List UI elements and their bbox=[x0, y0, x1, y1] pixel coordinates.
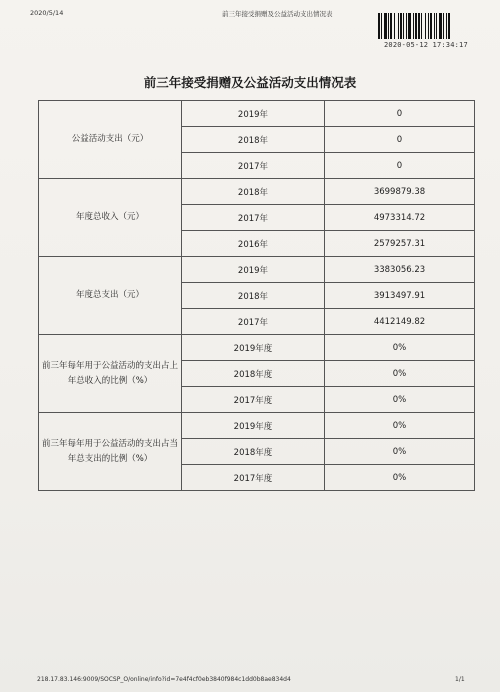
value-cell: 0% bbox=[325, 387, 475, 413]
value-cell: 0% bbox=[325, 335, 475, 361]
category-cell: 前三年每年用于公益活动的支出占当年总支出的比例（%） bbox=[39, 413, 182, 491]
year-cell: 2019年度 bbox=[182, 335, 325, 361]
year-cell: 2019年 bbox=[182, 257, 325, 283]
value-cell: 4412149.82 bbox=[325, 309, 475, 335]
year-cell: 2016年 bbox=[182, 231, 325, 257]
value-cell: 0% bbox=[325, 439, 475, 465]
value-cell: 4973314.72 bbox=[325, 205, 475, 231]
print-header-title: 前三年接受捐赠及公益活动支出情况表 bbox=[222, 10, 333, 18]
year-cell: 2017年 bbox=[182, 309, 325, 335]
scan-timestamp: 2020-05-12 17:34:17 bbox=[384, 41, 468, 49]
data-table bbox=[38, 100, 475, 491]
category-cell: 前三年每年用于公益活动的支出占上年总收入的比例（%） bbox=[39, 335, 182, 413]
table-row bbox=[39, 413, 475, 439]
value-cell: 0% bbox=[325, 361, 475, 387]
footer-url: 218.17.83.146:9009/SOCSP_O/online/info?id=7e4f4cf0eb3840f984c1dd0b8ae834d4 bbox=[37, 676, 291, 683]
value-cell: 3383056.23 bbox=[325, 257, 475, 283]
category-cell: 年度总支出（元） bbox=[39, 257, 182, 335]
value-cell: 2579257.31 bbox=[325, 231, 475, 257]
year-cell: 2017年度 bbox=[182, 387, 325, 413]
value-cell: 0 bbox=[325, 127, 475, 153]
print-date: 2020/5/14 bbox=[30, 9, 64, 17]
page-title: 前三年接受捐赠及公益活动支出情况表 bbox=[143, 75, 357, 90]
table-row bbox=[39, 335, 475, 361]
year-cell: 2017年 bbox=[182, 205, 325, 231]
value-cell: 3699879.38 bbox=[325, 179, 475, 205]
value-cell: 0% bbox=[325, 413, 475, 439]
value-cell: 0 bbox=[325, 153, 475, 179]
year-cell: 2019年 bbox=[182, 101, 325, 127]
value-cell: 0% bbox=[325, 465, 475, 491]
year-cell: 2018年 bbox=[182, 283, 325, 309]
value-cell: 3913497.91 bbox=[325, 283, 475, 309]
table-row bbox=[39, 257, 475, 283]
year-cell: 2017年度 bbox=[182, 465, 325, 491]
year-cell: 2018年 bbox=[182, 127, 325, 153]
year-cell: 2017年 bbox=[182, 153, 325, 179]
table-row bbox=[39, 101, 475, 127]
year-cell: 2018年度 bbox=[182, 361, 325, 387]
year-cell: 2018年度 bbox=[182, 439, 325, 465]
page-number: 1/1 bbox=[455, 676, 465, 683]
year-cell: 2019年度 bbox=[182, 413, 325, 439]
table-row bbox=[39, 179, 475, 205]
year-cell: 2018年 bbox=[182, 179, 325, 205]
barcode-image bbox=[378, 13, 472, 39]
category-cell: 公益活动支出（元） bbox=[39, 101, 182, 179]
category-cell: 年度总收入（元） bbox=[39, 179, 182, 257]
value-cell: 0 bbox=[325, 101, 475, 127]
